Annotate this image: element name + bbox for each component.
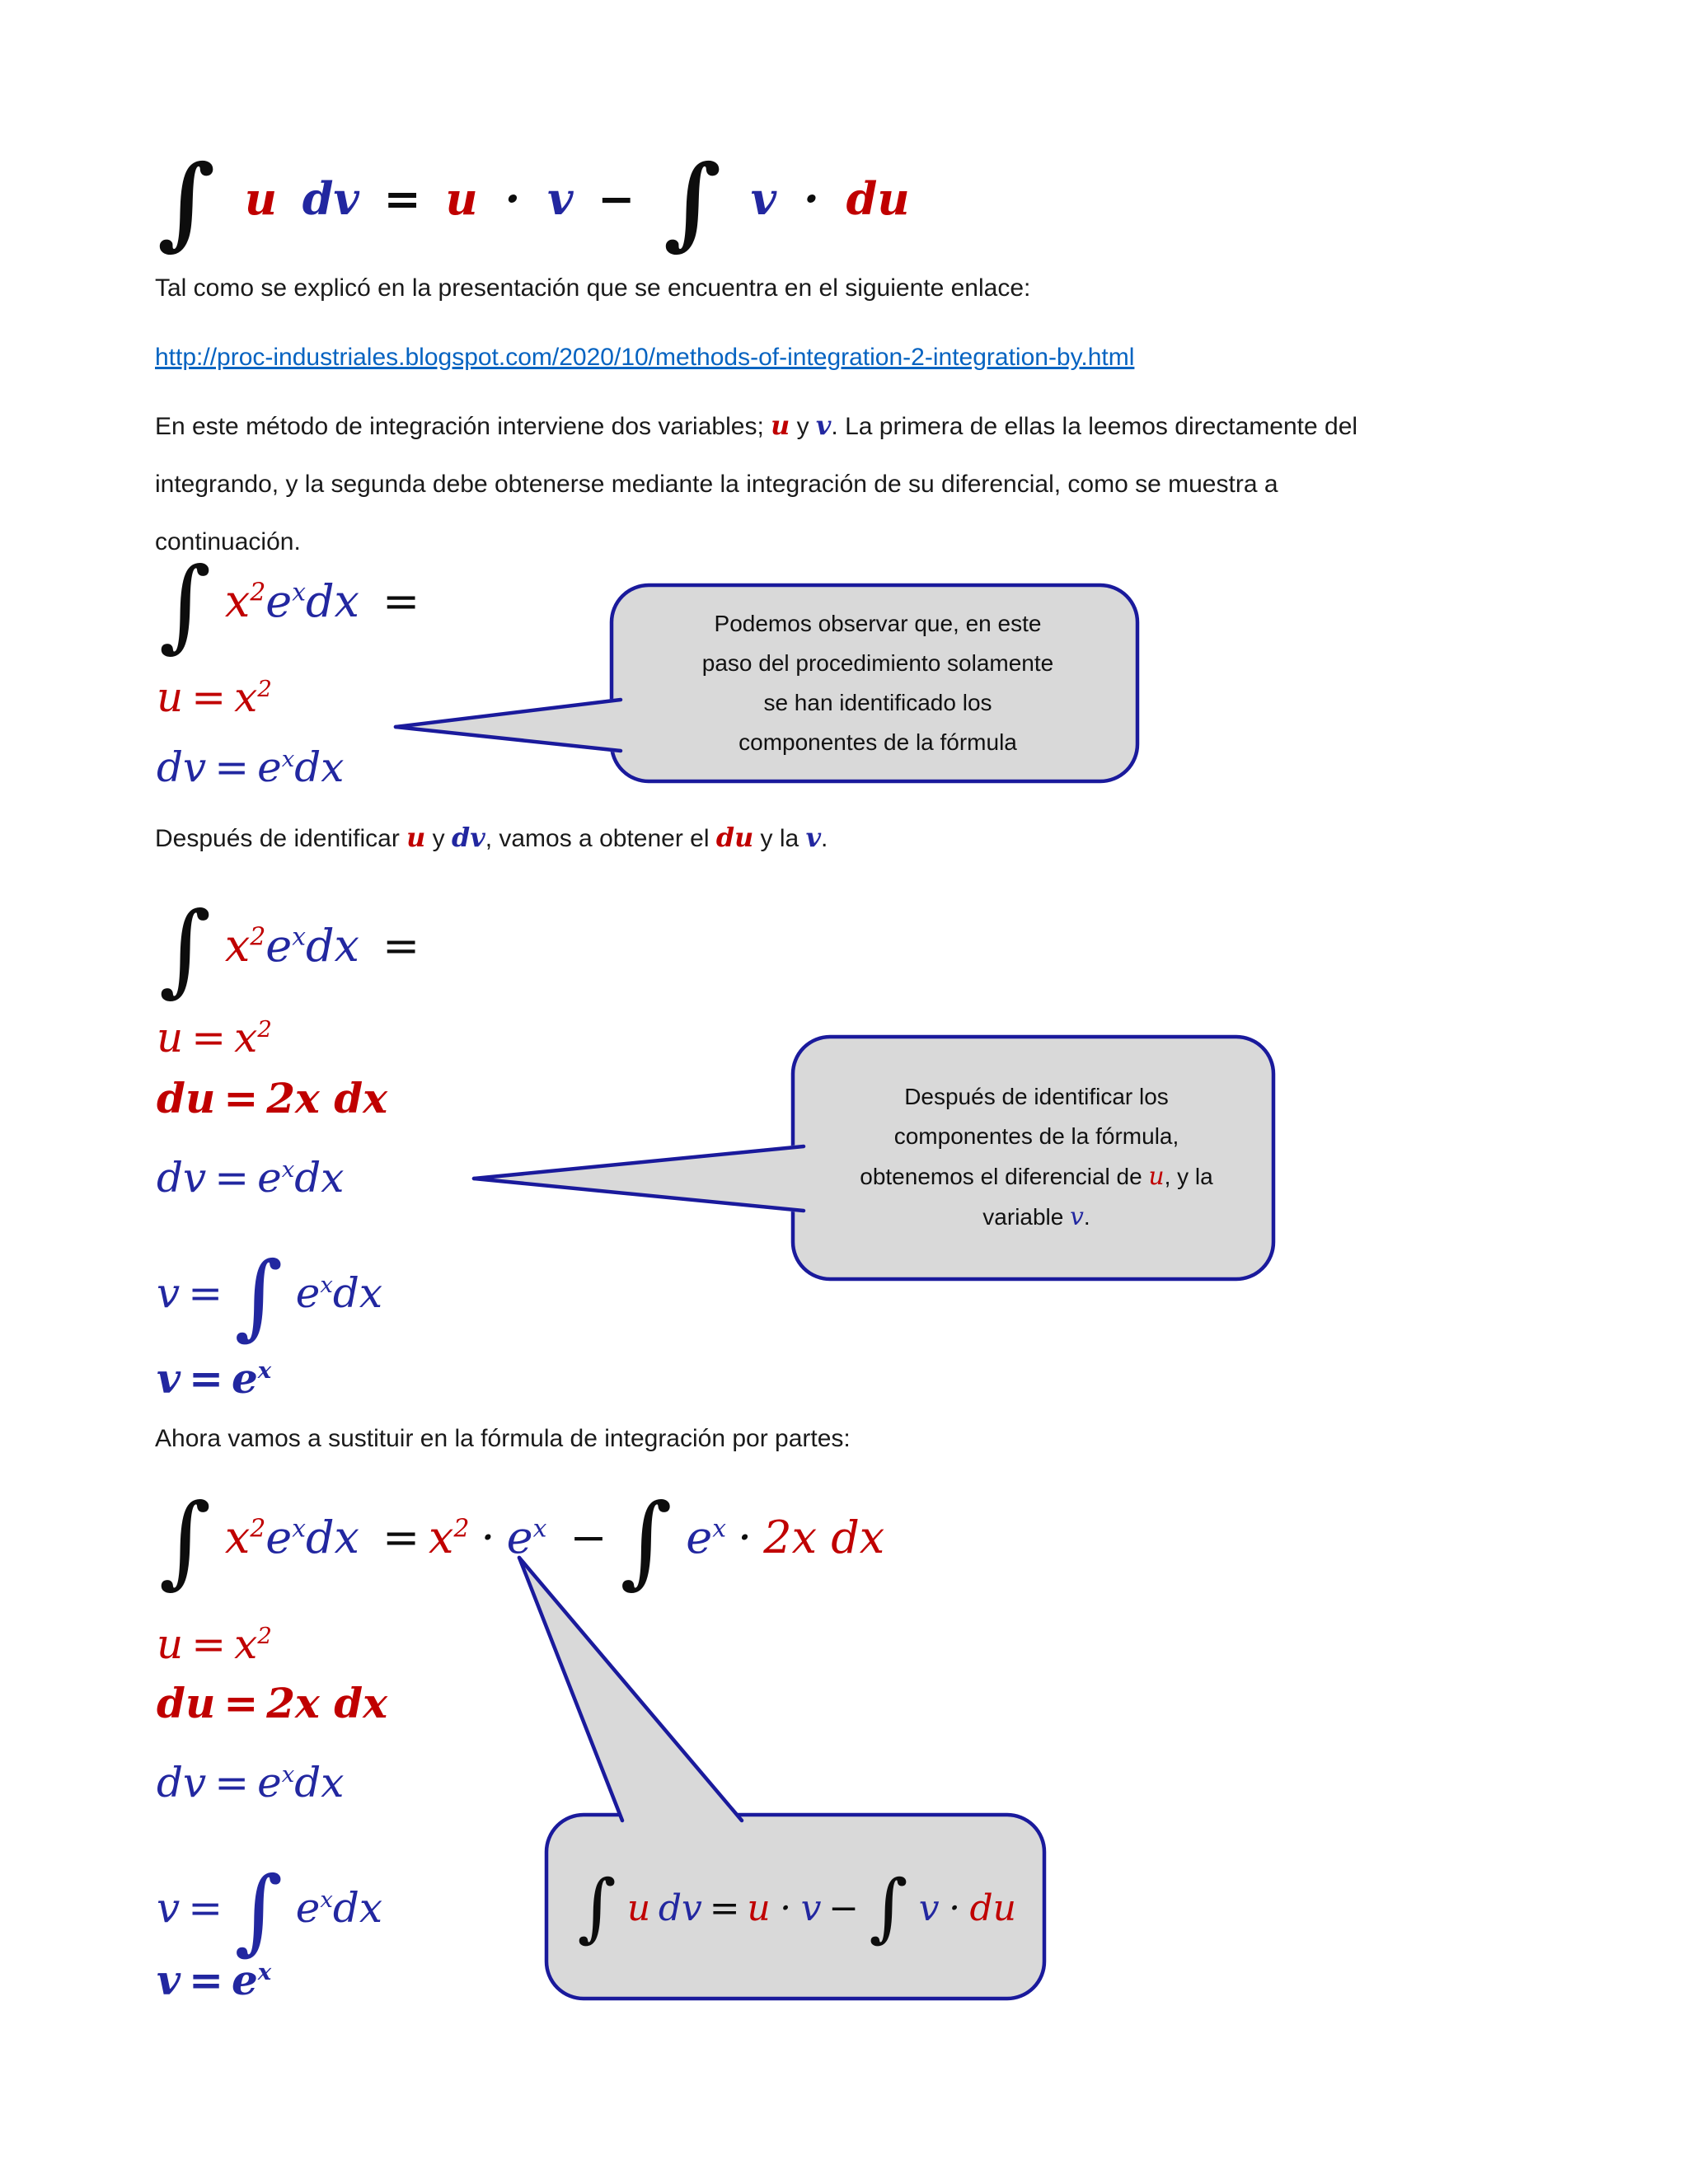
formula-substitution: ∫ $x^2e^xdx = x^2 \cdot e^x$ − ∫ $e^x \cdot 2x$ dx	[155, 1510, 884, 1566]
intro-line: Tal como se explicó en la presentación que se encuentra en el siguiente enlace:	[155, 274, 1031, 302]
formula-integration-by-parts: ∫ u dv = u · v − ∫ v · du	[153, 171, 910, 227]
resource-link[interactable]: http://proc-industriales.blogspot.com/2020/10/methods-of-integration-2-integration-by.html	[155, 344, 1135, 371]
equation-v-integral-3: v = ∫ $e^xdx$	[157, 1856, 383, 1965]
equation-dv-2: dv = $e^xdx$	[157, 1154, 345, 1202]
equation-v-3: $v = e^x$	[157, 1956, 272, 2004]
integral-sign: ∫	[234, 1241, 284, 1350]
var-v: v	[805, 823, 822, 853]
line-despues: Después de identificar u y dv, vamos a obtener el du y la v.	[155, 823, 828, 853]
formula-parts-reminder: ∫ u dv = u · v − ∫ v · du	[577, 1864, 1017, 1951]
equation-u-3: $u = x^2$	[157, 1620, 272, 1668]
callout-identify-text: Podemos observar que, en este paso del procedimiento solamente se han identificado los componentes de la fórmula	[701, 611, 1054, 755]
callout-differential-text: Después de identificar los componentes de la fórmula, obtenemos el diferencial de u, y la variable v.	[860, 1084, 1213, 1230]
integral-sign: ∫	[157, 142, 216, 260]
var-v: v	[815, 410, 832, 441]
integral-sign: ∫	[158, 889, 212, 1007]
equation-du-3: du = 2x dx	[157, 1679, 388, 1727]
integral-sign: ∫	[620, 1481, 673, 1599]
callout-pointer	[474, 1144, 808, 1213]
equation-du-2: du = 2x dx	[157, 1074, 388, 1122]
equation-u-1: $u = x^2$	[157, 673, 272, 721]
formula-x2ex-1: ∫ $x^2e^xdx$ =	[155, 574, 429, 630]
integral-sign: ∫	[234, 1856, 284, 1965]
integral-sign: ∫	[158, 545, 212, 663]
equation-v-integral-2: v = ∫ $e^xdx$	[157, 1241, 383, 1350]
method-paragraph: En este método de integración interviene dos variables; u y v. La primera de ellas la leemos directamente del integrando, y la segunda debe obtenerse mediante la integración de su diferencial, como se muestra a continuación.	[155, 410, 1358, 555]
link-line	[155, 341, 1134, 375]
formula-x2ex-2: ∫ $x^2e^xdx$ =	[155, 918, 429, 974]
var-dv: dv	[451, 823, 485, 853]
equation-u-2: $u = x^2$	[157, 1014, 272, 1062]
line-ahora: Ahora vamos a sustituir en la fórmula de integración por partes:	[155, 1425, 851, 1452]
equation-dv-3: dv = $e^xdx$	[157, 1759, 345, 1807]
var-v: v	[1070, 1202, 1084, 1230]
var-u: u	[1148, 1161, 1165, 1190]
callout-pointer	[396, 697, 625, 753]
integral-sign: ∫	[663, 142, 722, 260]
integral-sign: ∫	[158, 1481, 212, 1599]
var-du: du	[715, 823, 754, 853]
var-u: u	[406, 823, 426, 853]
var-u: u	[771, 410, 790, 441]
equation-dv-1: dv = $e^xdx$	[157, 743, 345, 791]
equation-v-2: $v = e^x$	[157, 1354, 272, 1403]
